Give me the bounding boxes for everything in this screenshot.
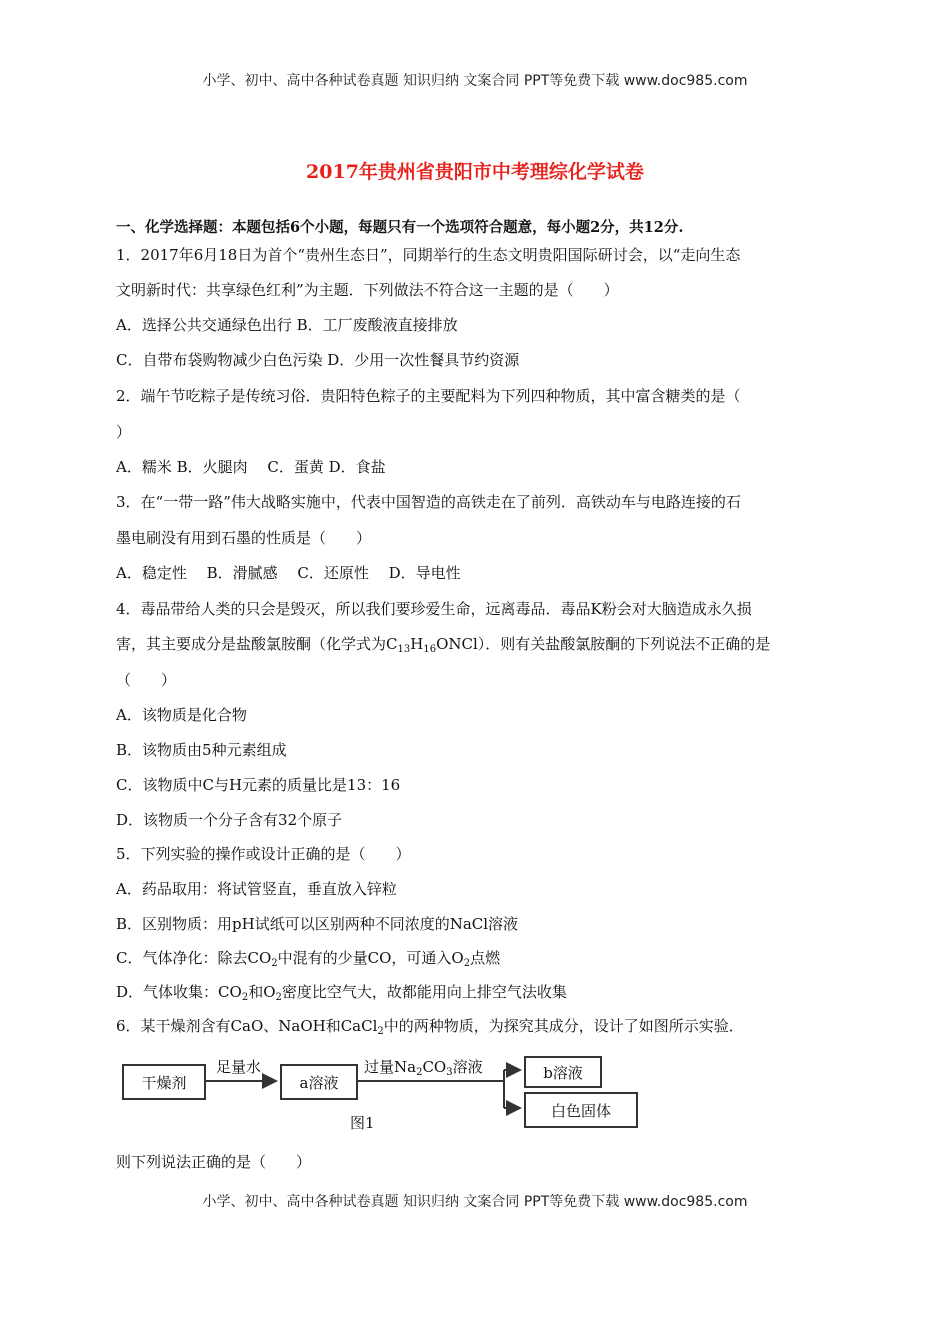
- formula-rest: ONCl: [436, 635, 478, 653]
- q5-option-a: A．药品取用：将试管竖直，垂直放入锌粒: [116, 880, 397, 898]
- q5d-sub2: 2: [275, 992, 282, 1003]
- q5c-mid: 中混有的少量CO，可通入O: [277, 949, 464, 967]
- q4-option-a: A．该物质是化合物: [116, 706, 247, 724]
- formula-h: H: [410, 635, 424, 653]
- q2-text-line1: 2．端午节吃粽子是传统习俗．贵阳特色粽子的主要配料为下列四种物质，其中富含糖类的是（: [116, 387, 741, 405]
- na2co3-post: 溶液: [452, 1058, 483, 1076]
- q5d-sub1: 2: [241, 992, 249, 1003]
- q4-text-line2: [116, 633, 770, 655]
- q3-options: A．稳定性 B．滑腻感 C．还原性 D．导电性: [116, 564, 461, 582]
- q3-text-line1: 3．在“一带一路”伟大战略实施中，代表中国智造的高铁走在了前列．高铁动车与电路连接的石: [116, 493, 741, 511]
- na2co3-pre: 过量Na: [364, 1058, 417, 1076]
- q6-line1-sub: 2: [377, 1026, 384, 1037]
- q1-text-line1: 1．2017年6月18日为首个“贵州生态日”，同期举行的生态文明贵阳国际研讨会，以“走向生态: [116, 246, 741, 264]
- q5-option-d: [116, 981, 567, 1003]
- q4-text-line1: 4．毒品带给人类的只会是毁灭，所以我们要珍爱生命，远离毒品．毒品K粉会对大脑造成永久损: [116, 600, 752, 618]
- q6-text-line2: 则下列说法正确的是（ ）: [116, 1153, 312, 1171]
- q4-line2-post: ）．则有关盐酸氯胺酮的下列说法不正确的是: [477, 635, 771, 653]
- q1-options-cd: C．自带布袋购物减少白色污染 D．少用一次性餐具节约资源: [116, 351, 520, 369]
- q5c-pre: C．气体净化：除去CO: [116, 949, 272, 967]
- q5d-post: 密度比空气大，故都能用向上排空气法收集: [281, 983, 567, 1001]
- q4-option-d: D．该物质一个分子含有32个原子: [116, 811, 343, 829]
- na2co3-mid: CO: [422, 1058, 447, 1076]
- q5d-mid: 和O: [248, 983, 276, 1001]
- label-na2co3: [364, 1056, 483, 1078]
- box-solution-a: a溶液: [280, 1064, 358, 1100]
- q5c-post: 点燃: [470, 949, 501, 967]
- q5-text-line1: 5．下列实验的操作或设计正确的是（ ）: [116, 845, 411, 863]
- q4-option-b: B．该物质由5种元素组成: [116, 741, 287, 759]
- q6-text-line1: [116, 1015, 744, 1037]
- q2-options: A．糯米 B．火腿肉 C．蛋黄 D．食盐: [116, 458, 386, 476]
- q5d-pre: D．气体收集：CO: [116, 983, 242, 1001]
- na2co3-sub2: 3: [446, 1067, 453, 1078]
- q5c-sub1: 2: [271, 958, 278, 969]
- formula-h-sub: 16: [423, 644, 437, 655]
- page-header: 小学、初中、高中各种试卷真题 知识归纳 文案合同 PPT等免费下载 www.doc985.com: [202, 73, 748, 89]
- box-solution-b: b溶液: [524, 1056, 602, 1088]
- q1-options-ab: A．选择公共交通绿色出行 B．工厂废酸液直接排放: [116, 316, 458, 334]
- box-desiccant: 干燥剂: [122, 1064, 206, 1100]
- q1-text-line2: 文明新时代：共享绿色红利”为主题．下列做法不符合这一主题的是（ ）: [116, 281, 619, 299]
- formula-c-sub: 13: [397, 644, 411, 655]
- label-water: 足量水: [216, 1058, 262, 1076]
- figure-label: 图1: [350, 1114, 375, 1132]
- q4-option-c: C．该物质中C与H元素的质量比是13：16: [116, 776, 401, 794]
- formula-c: C: [386, 635, 398, 653]
- q5-option-c: [116, 947, 500, 969]
- page-footer: 小学、初中、高中各种试卷真题 知识归纳 文案合同 PPT等免费下载 www.doc985.com: [202, 1194, 748, 1210]
- q6-line1-post: 中的两种物质，为探究其成分，设计了如图所示实验．: [383, 1017, 744, 1035]
- q5c-sub2: 2: [463, 958, 471, 969]
- q4-line2-pre: 害，其主要成分是盐酸氯胺酮（化学式为: [116, 635, 387, 653]
- experiment-diagram: [116, 1056, 656, 1136]
- q2-text-line2: ）: [116, 423, 132, 441]
- q5-option-b: B．区别物质：用pH试纸可以区别两种不同浓度的NaCl溶液: [116, 915, 519, 933]
- na2co3-sub1: 2: [416, 1067, 423, 1078]
- page-title: 2017年贵州省贵阳市中考理综化学试卷: [306, 161, 644, 183]
- q4-text-line3: （ ）: [116, 671, 177, 689]
- q3-text-line2: 墨电刷没有用到石墨的性质是（ ）: [116, 529, 372, 547]
- q6-line1-pre: 6．某干燥剂含有CaO、NaOH和CaCl: [116, 1017, 378, 1035]
- box-white-solid: 白色固体: [524, 1092, 638, 1128]
- section-heading: 一、化学选择题：本题包括6个小题，每题只有一个选项符合题意，每小题2分，共12分.: [116, 219, 684, 236]
